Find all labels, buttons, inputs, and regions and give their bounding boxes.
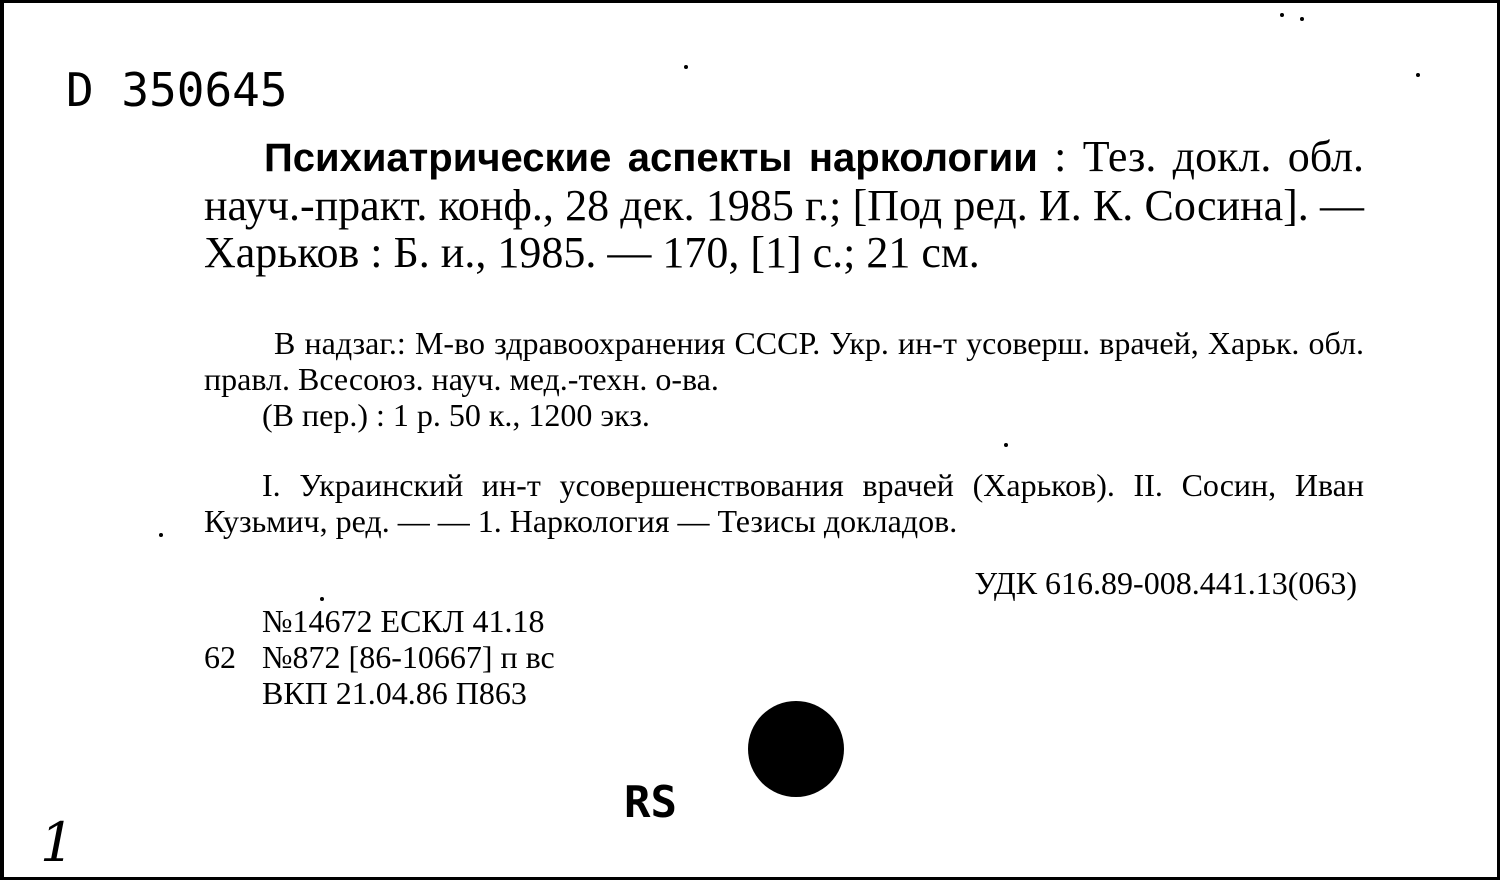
speck	[684, 65, 688, 69]
header-note-text: В надзаг.: М-во здравоохранения СССР. Укр. ин-т усоверш. врачей, Харьк. обл. правл. Всесоюз. науч. мед.-техн. о-ва.	[204, 325, 1364, 397]
price-line: (В пер.) : 1 р. 50 к., 1200 экз.	[262, 397, 650, 433]
book-title: Психиатрические аспекты наркологии	[264, 136, 1038, 180]
code-row: №14672 ЕСКЛ 41.18	[262, 603, 545, 639]
speck	[1300, 17, 1304, 21]
code-row: 62 №872 [86-10667] п вс	[204, 639, 555, 675]
tracings-text: I. Украинский ин-т усовершенствования врачей (Харьков). II. Сосин, Иван Кузьмич, ред. — — 1. Наркология — Тезисы докладов.	[204, 467, 1364, 539]
rs-stamp: RS	[624, 777, 677, 828]
code-row: ВКП 21.04.86 П863	[262, 675, 527, 711]
speck	[1416, 73, 1420, 77]
filled-circle-mark	[748, 701, 844, 797]
call-number: D 350645	[66, 63, 288, 117]
tracings	[204, 467, 1364, 539]
speck	[320, 597, 324, 601]
handwritten-mark: 1	[40, 811, 75, 874]
udc-code: УДК 616.89-008.441.13(063)	[974, 565, 1357, 601]
registration-codes	[204, 603, 555, 711]
speck	[1280, 13, 1284, 17]
speck	[159, 533, 163, 537]
speck	[1004, 443, 1008, 447]
header-note	[204, 325, 1364, 397]
bibliographic-description: : Тез. докл. обл. науч.-практ. конф., 28 дек. 1985 г.; [Под ред. И. К. Сосина]. — Харьков : Б. и., 1985. — 170, [1] с.; 21 см.	[204, 132, 1364, 277]
main-entry	[204, 133, 1364, 276]
